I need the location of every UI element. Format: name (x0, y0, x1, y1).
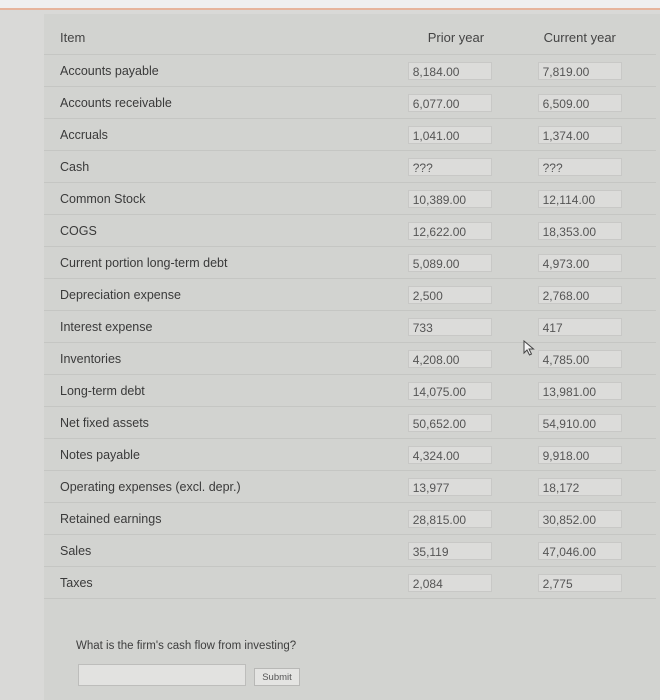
prior-year-value: 13,977 (408, 478, 492, 496)
submit-button[interactable]: Submit (254, 668, 300, 686)
prior-year-value: 6,077.00 (408, 94, 492, 112)
row-item-label: Operating expenses (excl. depr.) (44, 471, 388, 503)
prior-year-value: 733 (408, 318, 492, 336)
prior-year-value: 8,184.00 (408, 62, 492, 80)
header-current-year: Current year (543, 29, 616, 45)
prior-year-value: 12,622.00 (408, 222, 492, 240)
row-item-label: Long-term debt (44, 375, 388, 407)
current-year-value: 13,981.00 (538, 382, 622, 400)
table-row (44, 439, 656, 471)
table-row (44, 535, 656, 567)
table-row (44, 471, 656, 503)
prior-year-value: 14,075.00 (408, 382, 492, 400)
current-year-value: 7,819.00 (538, 62, 622, 80)
row-item-label: Interest expense (44, 311, 388, 343)
prior-year-value: 4,324.00 (408, 446, 492, 464)
prior-year-value: ??? (408, 158, 492, 176)
answer-input[interactable] (78, 664, 246, 686)
current-year-value: 47,046.00 (538, 542, 622, 560)
current-year-value: 18,353.00 (538, 222, 622, 240)
prior-year-value: 35,119 (408, 542, 492, 560)
row-item-label: Retained earnings (44, 503, 388, 535)
current-year-value: 18,172 (538, 478, 622, 496)
row-item-label: COGS (44, 215, 388, 247)
current-year-value: 54,910.00 (538, 414, 622, 432)
prior-year-value: 10,389.00 (408, 190, 492, 208)
current-year-value: 9,918.00 (538, 446, 622, 464)
current-year-value: 30,852.00 (538, 510, 622, 528)
row-item-label: Taxes (44, 567, 388, 599)
prior-year-value: 50,652.00 (408, 414, 492, 432)
table-row (44, 215, 656, 247)
prior-year-value: 4,208.00 (408, 350, 492, 368)
financial-data-table (44, 20, 656, 599)
table-row (44, 311, 656, 343)
current-year-value: 2,775 (538, 574, 622, 592)
table-row (44, 55, 656, 87)
current-year-value: 4,973.00 (538, 254, 622, 272)
current-year-value: 12,114.00 (538, 190, 622, 208)
table-header-row (44, 20, 656, 55)
row-item-label: Common Stock (44, 183, 388, 215)
row-item-label: Depreciation expense (44, 279, 388, 311)
table-row (44, 279, 656, 311)
table-row (44, 567, 656, 599)
row-item-label: Accounts payable (44, 55, 388, 87)
prior-year-value: 5,089.00 (408, 254, 492, 272)
table-row (44, 343, 656, 375)
row-item-label: Accruals (44, 119, 388, 151)
prior-year-value: 2,084 (408, 574, 492, 592)
table-row (44, 119, 656, 151)
table-row (44, 247, 656, 279)
prior-year-value: 28,815.00 (408, 510, 492, 528)
table-row (44, 407, 656, 439)
current-year-value: 4,785.00 (538, 350, 622, 368)
row-item-label: Inventories (44, 343, 388, 375)
row-item-label: Sales (44, 535, 388, 567)
current-year-value: ??? (538, 158, 622, 176)
row-item-label: Current portion long-term debt (44, 247, 388, 279)
top-divider (0, 0, 660, 10)
current-year-value: 417 (538, 318, 622, 336)
current-year-value: 6,509.00 (538, 94, 622, 112)
row-item-label: Net fixed assets (44, 407, 388, 439)
table-row (44, 87, 656, 119)
row-item-label: Accounts receivable (44, 87, 388, 119)
prior-year-value: 2,500 (408, 286, 492, 304)
prior-year-value: 1,041.00 (408, 126, 492, 144)
table-row (44, 151, 656, 183)
table-row (44, 183, 656, 215)
table-row (44, 375, 656, 407)
current-year-value: 2,768.00 (538, 286, 622, 304)
current-year-value: 1,374.00 (538, 126, 622, 144)
mouse-pointer-icon (522, 340, 536, 356)
table-row (44, 503, 656, 535)
row-item-label: Notes payable (44, 439, 388, 471)
question-text: What is the firm's cash flow from investing? (76, 640, 297, 652)
header-prior-year: Prior year (427, 29, 485, 45)
row-item-label: Cash (44, 151, 388, 183)
header-item: Item (44, 20, 388, 55)
